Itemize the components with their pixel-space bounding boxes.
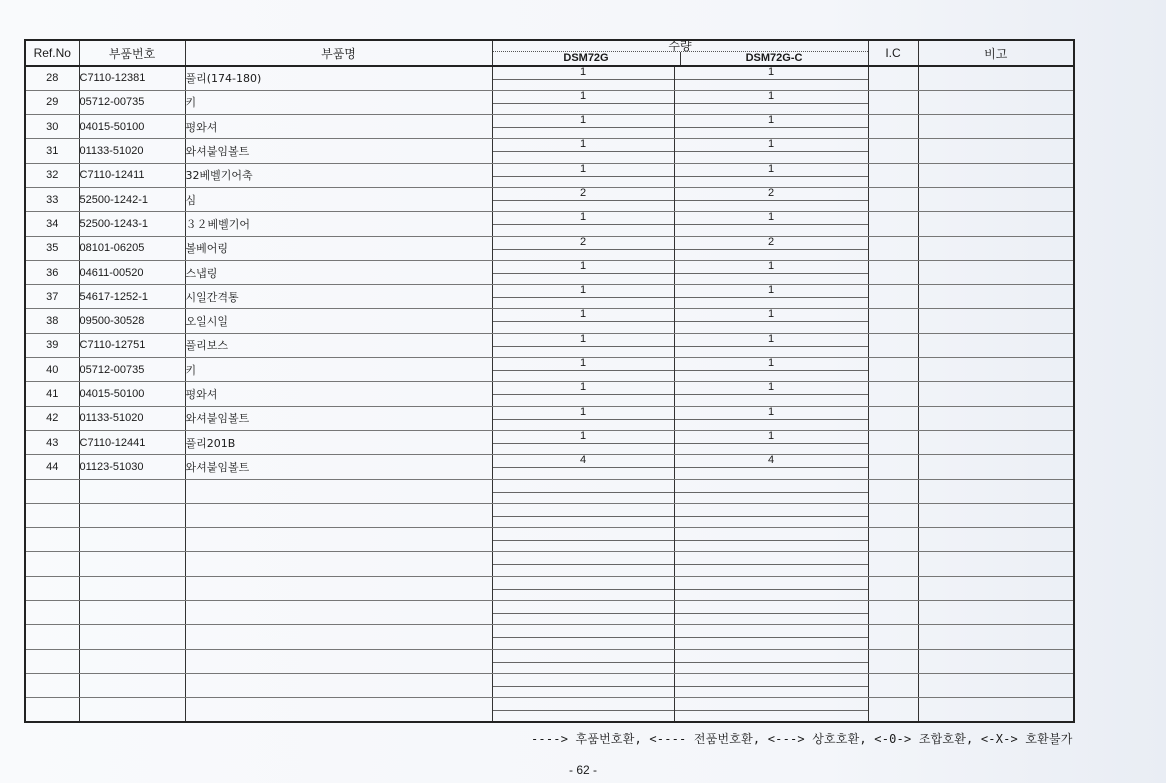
row-qty-model-a: 4 bbox=[492, 455, 674, 479]
row-ref-no bbox=[25, 698, 79, 722]
row-part-no bbox=[79, 601, 185, 625]
row-ic bbox=[868, 163, 918, 187]
row-part-name bbox=[185, 479, 492, 503]
row-part-name bbox=[185, 649, 492, 673]
header-part-no: 부품번호 bbox=[79, 40, 185, 66]
row-qty-model-b: 1 bbox=[674, 382, 868, 406]
row-part-name: 와셔붙임볼트 bbox=[185, 139, 492, 163]
row-ic bbox=[868, 382, 918, 406]
row-part-name bbox=[185, 528, 492, 552]
row-remarks bbox=[918, 503, 1074, 527]
row-ref-no: 41 bbox=[25, 382, 79, 406]
row-ref-no bbox=[25, 601, 79, 625]
row-part-name: 와셔붙임볼트 bbox=[185, 406, 492, 430]
row-ic bbox=[868, 455, 918, 479]
row-ref-no bbox=[25, 479, 79, 503]
row-part-name bbox=[185, 698, 492, 722]
row-remarks bbox=[918, 66, 1074, 90]
table-row bbox=[25, 66, 1074, 90]
row-part-name: 32베벨기어축 bbox=[185, 163, 492, 187]
row-ref-no: 36 bbox=[25, 260, 79, 284]
row-ic bbox=[868, 430, 918, 454]
header-quantity bbox=[492, 40, 868, 66]
row-remarks bbox=[918, 649, 1074, 673]
row-qty-model-a bbox=[492, 576, 674, 600]
row-part-no: 04015-50100 bbox=[79, 382, 185, 406]
row-part-no bbox=[79, 625, 185, 649]
table-row bbox=[25, 479, 1074, 503]
row-qty-model-a bbox=[492, 601, 674, 625]
row-remarks bbox=[918, 212, 1074, 236]
row-ref-no: 29 bbox=[25, 90, 79, 114]
row-qty-model-a: 1 bbox=[492, 212, 674, 236]
row-remarks bbox=[918, 333, 1074, 357]
row-part-name: 풀리(174-180) bbox=[185, 66, 492, 90]
row-ref-no bbox=[25, 649, 79, 673]
row-ic bbox=[868, 698, 918, 722]
row-qty-model-b bbox=[674, 528, 868, 552]
row-qty-model-b bbox=[674, 625, 868, 649]
row-qty-model-b: 1 bbox=[674, 309, 868, 333]
table-row bbox=[25, 455, 1074, 479]
row-part-name: 스냅링 bbox=[185, 260, 492, 284]
row-qty-model-b: 1 bbox=[674, 139, 868, 163]
row-part-name: 키 bbox=[185, 358, 492, 382]
row-qty-model-b: 1 bbox=[674, 90, 868, 114]
row-qty-model-b: 1 bbox=[674, 115, 868, 139]
row-qty-model-b bbox=[674, 698, 868, 722]
row-remarks bbox=[918, 115, 1074, 139]
row-qty-model-b: 1 bbox=[674, 430, 868, 454]
row-ic bbox=[868, 333, 918, 357]
row-remarks bbox=[918, 236, 1074, 260]
row-qty-model-a bbox=[492, 503, 674, 527]
table-row bbox=[25, 309, 1074, 333]
row-part-name: 시일간격통 bbox=[185, 285, 492, 309]
row-part-no: 01123-51030 bbox=[79, 455, 185, 479]
row-ref-no bbox=[25, 503, 79, 527]
row-qty-model-b: 2 bbox=[674, 236, 868, 260]
row-qty-model-b bbox=[674, 649, 868, 673]
row-part-name: 풀리보스 bbox=[185, 333, 492, 357]
table-row bbox=[25, 285, 1074, 309]
row-ic bbox=[868, 187, 918, 211]
row-part-no: 52500-1242-1 bbox=[79, 187, 185, 211]
row-part-no: 05712-00735 bbox=[79, 90, 185, 114]
row-qty-model-a: 2 bbox=[492, 236, 674, 260]
table-row bbox=[25, 649, 1074, 673]
row-part-name bbox=[185, 625, 492, 649]
row-remarks bbox=[918, 163, 1074, 187]
table-row bbox=[25, 212, 1074, 236]
table-row bbox=[25, 333, 1074, 357]
row-qty-model-b: 1 bbox=[674, 212, 868, 236]
row-qty-model-b: 1 bbox=[674, 163, 868, 187]
row-qty-model-a bbox=[492, 649, 674, 673]
row-ic bbox=[868, 406, 918, 430]
header-quantity-label: 수량 bbox=[668, 40, 692, 53]
row-part-no: 04611-00520 bbox=[79, 260, 185, 284]
header-ref-no: Ref.No bbox=[25, 40, 79, 66]
parts-table bbox=[24, 39, 1075, 723]
row-part-no: 54617-1252-1 bbox=[79, 285, 185, 309]
row-qty-model-a bbox=[492, 698, 674, 722]
row-part-name: 볼베어링 bbox=[185, 236, 492, 260]
row-part-name bbox=[185, 673, 492, 697]
row-remarks bbox=[918, 285, 1074, 309]
row-ref-no: 42 bbox=[25, 406, 79, 430]
row-qty-model-b bbox=[674, 503, 868, 527]
header-model-b: DSM72G-C bbox=[745, 52, 803, 64]
row-part-no: C7110-12751 bbox=[79, 333, 185, 357]
row-part-no bbox=[79, 479, 185, 503]
row-part-no: C7110-12441 bbox=[79, 430, 185, 454]
row-part-name bbox=[185, 576, 492, 600]
table-header-row bbox=[25, 40, 1074, 66]
row-ref-no: 34 bbox=[25, 212, 79, 236]
row-ref-no: 30 bbox=[25, 115, 79, 139]
row-qty-model-a bbox=[492, 673, 674, 697]
header-remarks: 비고 bbox=[918, 40, 1074, 66]
header-part-name: 부품명 bbox=[185, 40, 492, 66]
row-ic bbox=[868, 285, 918, 309]
row-qty-model-b bbox=[674, 673, 868, 697]
row-part-no bbox=[79, 698, 185, 722]
header-ic: I.C bbox=[868, 40, 918, 66]
row-remarks bbox=[918, 139, 1074, 163]
row-qty-model-a: 1 bbox=[492, 430, 674, 454]
row-ref-no: 44 bbox=[25, 455, 79, 479]
row-ic bbox=[868, 139, 918, 163]
row-remarks bbox=[918, 187, 1074, 211]
row-ref-no: 28 bbox=[25, 66, 79, 90]
row-ic bbox=[868, 90, 918, 114]
row-qty-model-a: 1 bbox=[492, 90, 674, 114]
table-row bbox=[25, 90, 1074, 114]
row-ic bbox=[868, 309, 918, 333]
row-qty-model-b: 1 bbox=[674, 66, 868, 90]
table-row bbox=[25, 625, 1074, 649]
row-remarks bbox=[918, 90, 1074, 114]
row-qty-model-a: 1 bbox=[492, 139, 674, 163]
row-part-name: 평와셔 bbox=[185, 115, 492, 139]
row-part-no: C7110-12411 bbox=[79, 163, 185, 187]
table-row bbox=[25, 236, 1074, 260]
row-ref-no bbox=[25, 625, 79, 649]
row-remarks bbox=[918, 479, 1074, 503]
row-part-name: 풀리201B bbox=[185, 430, 492, 454]
row-remarks bbox=[918, 358, 1074, 382]
row-qty-model-b: 2 bbox=[674, 187, 868, 211]
row-part-name bbox=[185, 503, 492, 527]
row-part-no: 01133-51020 bbox=[79, 406, 185, 430]
row-ic bbox=[868, 236, 918, 260]
row-part-no: C7110-12381 bbox=[79, 66, 185, 90]
row-ref-no bbox=[25, 528, 79, 552]
row-ic bbox=[868, 358, 918, 382]
table-row bbox=[25, 358, 1074, 382]
row-remarks bbox=[918, 625, 1074, 649]
row-ic bbox=[868, 66, 918, 90]
row-qty-model-a: 1 bbox=[492, 163, 674, 187]
row-ic bbox=[868, 115, 918, 139]
row-ic bbox=[868, 601, 918, 625]
row-qty-model-b: 1 bbox=[674, 285, 868, 309]
row-part-no bbox=[79, 576, 185, 600]
row-part-no bbox=[79, 552, 185, 576]
table-row bbox=[25, 552, 1074, 576]
row-part-no bbox=[79, 528, 185, 552]
row-qty-model-b: 1 bbox=[674, 333, 868, 357]
row-ref-no: 43 bbox=[25, 430, 79, 454]
page-number: - 62 - bbox=[568, 763, 597, 777]
row-ic bbox=[868, 212, 918, 236]
row-part-name bbox=[185, 552, 492, 576]
row-ref-no bbox=[25, 552, 79, 576]
row-qty-model-b bbox=[674, 576, 868, 600]
row-qty-model-a: 1 bbox=[492, 260, 674, 284]
row-part-no: 05712-00735 bbox=[79, 358, 185, 382]
row-ic bbox=[868, 649, 918, 673]
table-row bbox=[25, 601, 1074, 625]
row-part-no: 52500-1243-1 bbox=[79, 212, 185, 236]
table-row bbox=[25, 406, 1074, 430]
row-qty-model-b: 4 bbox=[674, 455, 868, 479]
row-remarks bbox=[918, 430, 1074, 454]
row-ic bbox=[868, 528, 918, 552]
row-ref-no bbox=[25, 576, 79, 600]
row-remarks bbox=[918, 698, 1074, 722]
row-ic bbox=[868, 260, 918, 284]
row-qty-model-a: 1 bbox=[492, 333, 674, 357]
row-remarks bbox=[918, 601, 1074, 625]
row-ref-no bbox=[25, 673, 79, 697]
row-qty-model-b: 1 bbox=[674, 260, 868, 284]
row-qty-model-b bbox=[674, 552, 868, 576]
row-remarks bbox=[918, 455, 1074, 479]
row-ic bbox=[868, 673, 918, 697]
row-ic bbox=[868, 552, 918, 576]
row-part-no: 01133-51020 bbox=[79, 139, 185, 163]
row-ref-no: 39 bbox=[25, 333, 79, 357]
table-row bbox=[25, 528, 1074, 552]
row-qty-model-b bbox=[674, 479, 868, 503]
interchange-legend: ----> 후품번호환, <---- 전품번호환, <---> 상호호환, <-0-> 조합호환, <-X-> 호환불가 bbox=[531, 732, 1073, 746]
row-part-name: 오일시일 bbox=[185, 309, 492, 333]
row-part-name: 키 bbox=[185, 90, 492, 114]
row-qty-model-a: 1 bbox=[492, 382, 674, 406]
row-remarks bbox=[918, 406, 1074, 430]
row-part-no bbox=[79, 503, 185, 527]
row-qty-model-b: 1 bbox=[674, 406, 868, 430]
row-qty-model-a bbox=[492, 528, 674, 552]
row-qty-model-b: 1 bbox=[674, 358, 868, 382]
table-row bbox=[25, 139, 1074, 163]
row-part-no bbox=[79, 649, 185, 673]
row-ref-no: 32 bbox=[25, 163, 79, 187]
row-remarks bbox=[918, 576, 1074, 600]
row-ref-no: 31 bbox=[25, 139, 79, 163]
header-model-a: DSM72G bbox=[493, 52, 681, 65]
row-ref-no: 33 bbox=[25, 187, 79, 211]
table-row bbox=[25, 430, 1074, 454]
table-row bbox=[25, 673, 1074, 697]
row-ic bbox=[868, 503, 918, 527]
row-part-name: 와셔붙임볼트 bbox=[185, 455, 492, 479]
row-qty-model-a: 2 bbox=[492, 187, 674, 211]
row-ic bbox=[868, 576, 918, 600]
table-row bbox=[25, 187, 1074, 211]
row-ref-no: 37 bbox=[25, 285, 79, 309]
row-part-no: 04015-50100 bbox=[79, 115, 185, 139]
row-part-name: 평와셔 bbox=[185, 382, 492, 406]
row-qty-model-a: 1 bbox=[492, 358, 674, 382]
row-remarks bbox=[918, 552, 1074, 576]
row-qty-model-a bbox=[492, 479, 674, 503]
table-row bbox=[25, 115, 1074, 139]
table-row bbox=[25, 503, 1074, 527]
row-remarks bbox=[918, 528, 1074, 552]
row-qty-model-a: 1 bbox=[492, 406, 674, 430]
row-remarks bbox=[918, 309, 1074, 333]
row-qty-model-a: 1 bbox=[492, 66, 674, 90]
row-qty-model-a: 1 bbox=[492, 115, 674, 139]
row-qty-model-b bbox=[674, 601, 868, 625]
table-row bbox=[25, 698, 1074, 722]
row-part-no: 09500-30528 bbox=[79, 309, 185, 333]
row-part-no bbox=[79, 673, 185, 697]
row-qty-model-a bbox=[492, 625, 674, 649]
row-part-name bbox=[185, 601, 492, 625]
row-qty-model-a bbox=[492, 552, 674, 576]
row-qty-model-a: 1 bbox=[492, 285, 674, 309]
table-row bbox=[25, 260, 1074, 284]
row-remarks bbox=[918, 673, 1074, 697]
row-ic bbox=[868, 479, 918, 503]
row-part-name: ３２베벨기어 bbox=[185, 212, 492, 236]
table-row bbox=[25, 382, 1074, 406]
row-part-no: 08101-06205 bbox=[79, 236, 185, 260]
row-part-name: 심 bbox=[185, 187, 492, 211]
row-remarks bbox=[918, 382, 1074, 406]
row-ref-no: 35 bbox=[25, 236, 79, 260]
row-ic bbox=[868, 625, 918, 649]
row-ref-no: 40 bbox=[25, 358, 79, 382]
row-qty-model-a: 1 bbox=[492, 309, 674, 333]
row-ref-no: 38 bbox=[25, 309, 79, 333]
table-row bbox=[25, 576, 1074, 600]
row-remarks bbox=[918, 260, 1074, 284]
table-row bbox=[25, 163, 1074, 187]
